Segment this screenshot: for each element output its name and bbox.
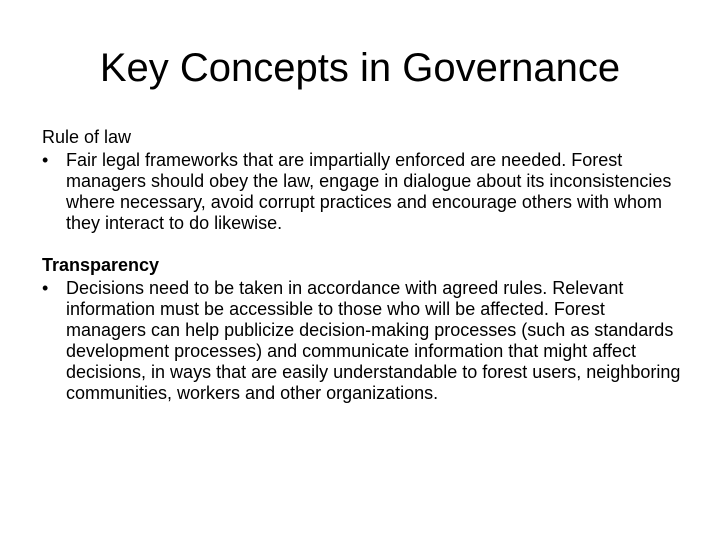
section-heading: Rule of law (42, 127, 132, 147)
section-rule-of-law (42, 126, 682, 234)
bullet-icon: • (42, 150, 49, 170)
bullet-text: Decisions need to be taken in accordance with agreed rules. Relevant information must be accessible to those who will be affected. Forest managers can help publicize decision-making processes (such as standards development processes) and communicate information that might affect decisions, in ways that are easily understandable to forest users, neighboring communities, workers and other organizations. (66, 278, 681, 403)
slide-title: Key Concepts in Governance (99, 46, 621, 90)
section-transparency (42, 254, 682, 404)
bullet-text: Fair legal frameworks that are impartially enforced are needed. Forest managers should obey the law, engage in dialogue about its inconsistencies where necessary, avoid corrupt practices and encourage others with whom they interact to do likewise. (66, 150, 672, 233)
section-heading: Transparency (42, 255, 160, 275)
bullet-item (42, 150, 682, 234)
slide-content (42, 126, 682, 424)
bullet-item (42, 278, 682, 404)
bullet-list (42, 150, 682, 234)
bullet-icon: • (42, 278, 49, 298)
bullet-list (42, 278, 682, 404)
